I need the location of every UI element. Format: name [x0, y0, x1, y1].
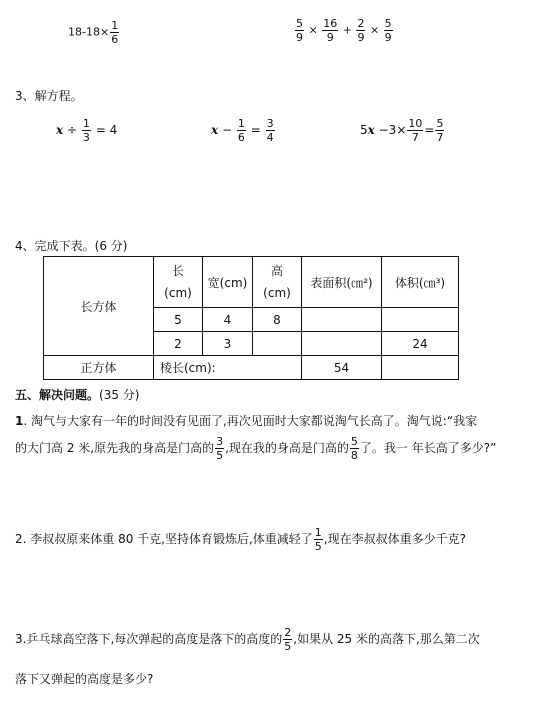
col-width: 宽(cm) [203, 257, 253, 308]
coefficient: 5 [360, 123, 368, 137]
variable-x: x [56, 123, 64, 137]
row-header-cuboid: 长方体 [44, 257, 154, 356]
problem-1-line-1 [15, 412, 477, 429]
problem-2 [15, 527, 466, 552]
equation-2 [211, 118, 276, 143]
cube-surface-area: 54 [302, 356, 382, 380]
problem-3-line-2: 落下又弹起的高度是多少? [15, 672, 154, 686]
fraction: $\frac{16}{9}$ [323, 17, 338, 44]
cell-volume[interactable] [382, 308, 459, 332]
problem-1-number: 1 [15, 414, 24, 428]
col-height [253, 257, 302, 308]
problem-2-text-a: 2. 李叔叔原来体重 80 千克,坚持体育锻炼后,体重减轻了 [15, 532, 313, 546]
times-sign: × [369, 23, 380, 37]
col-surface-area: 表面积(㎝²) [302, 257, 382, 308]
equals: = [250, 123, 261, 137]
problem-1-text-b: ,现在我的身高是门高的 [225, 441, 349, 455]
times-sign: × [308, 23, 318, 37]
equation-1 [56, 118, 117, 143]
problem-1-text-c: 了。我一 年长高了多少?” [359, 441, 497, 455]
problem-3-line-1 [15, 627, 480, 652]
row-header-cube: 正方体 [44, 356, 154, 380]
section-4-heading: 4、完成下表。(6 分) [15, 239, 128, 253]
cell-length: 5 [154, 308, 203, 332]
fraction: $\frac{5}{9}$ [384, 17, 392, 44]
plus-sign: + [342, 23, 352, 37]
cell-area[interactable] [302, 332, 382, 356]
fraction: $\frac{2}{9}$ [357, 17, 365, 44]
problem-3-text-a: 3.乒乓球高空落下,每次弹起的高度是落下的高度的 [15, 632, 283, 646]
cube-edge-label[interactable]: 棱长(cm): [154, 356, 302, 380]
problem-3-text-b: ,如果从 25 米的高落下,那么第二次 [293, 632, 480, 646]
cell-length: 2 [154, 332, 203, 356]
fraction: $\frac{2}{5}$ [284, 626, 292, 653]
fraction: $\frac{1}{5}$ [314, 526, 322, 553]
cell-height[interactable] [253, 332, 302, 356]
fraction: $\frac{10}{7}$ [408, 117, 423, 144]
expression-1 [68, 20, 120, 45]
variable-x: x [211, 123, 219, 137]
equation-3 [360, 118, 445, 143]
problem-1-line-2 [15, 436, 496, 461]
problem-1-text-a: 的大门高 2 米,原先我的身高是门高的 [15, 441, 215, 455]
fraction: $\frac{3}{5}$ [216, 435, 224, 462]
section-3-heading: 3、解方程。 [15, 89, 83, 103]
cell-width: 4 [203, 308, 253, 332]
cell-area[interactable] [302, 308, 382, 332]
fraction: $\frac{5}{7}$ [436, 117, 444, 144]
fraction: $\frac{1}{6}$ [111, 19, 119, 46]
problem-2-text-b: ,现在李叔叔体重多少千克? [323, 532, 466, 546]
col-volume: 体积(㎝³) [382, 257, 459, 308]
section-5-points: (35 分) [99, 388, 140, 402]
variable-x: x [367, 123, 375, 137]
cell-height: 8 [253, 308, 302, 332]
equals: = [424, 123, 435, 137]
expression-middle: −3× [378, 123, 407, 137]
cell-volume: 24 [382, 332, 459, 356]
col-length-label: 长 [171, 264, 184, 278]
fraction: $\frac{1}{6}$ [237, 117, 245, 144]
col-height-unit: (cm) [263, 286, 291, 300]
expr1-text: 18-18× [68, 25, 110, 39]
cell-width: 3 [203, 332, 253, 356]
col-length-unit: (cm) [164, 286, 192, 300]
fraction: $\frac{1}{3}$ [82, 117, 90, 144]
col-height-label: 高 [270, 264, 283, 278]
fraction: $\frac{5}{8}$ [350, 435, 358, 462]
section-5-heading [15, 386, 139, 403]
section-5-title: 五、解决问题。 [15, 388, 100, 402]
dimensions-table [43, 256, 459, 380]
operator: − [221, 123, 233, 137]
expression-2 [294, 18, 394, 43]
fraction: $\frac{3}{4}$ [266, 117, 274, 144]
rhs: = 4 [95, 123, 118, 137]
col-length [154, 257, 203, 308]
fraction: $\frac{5}{9}$ [296, 17, 303, 44]
cube-volume[interactable] [382, 356, 459, 380]
operator: ÷ [66, 123, 78, 137]
problem-1-text: . 淘气与大家有一年的时间没有见面了,再次见面时大家都说淘气长高了。淘气说:“我家 [23, 414, 478, 428]
